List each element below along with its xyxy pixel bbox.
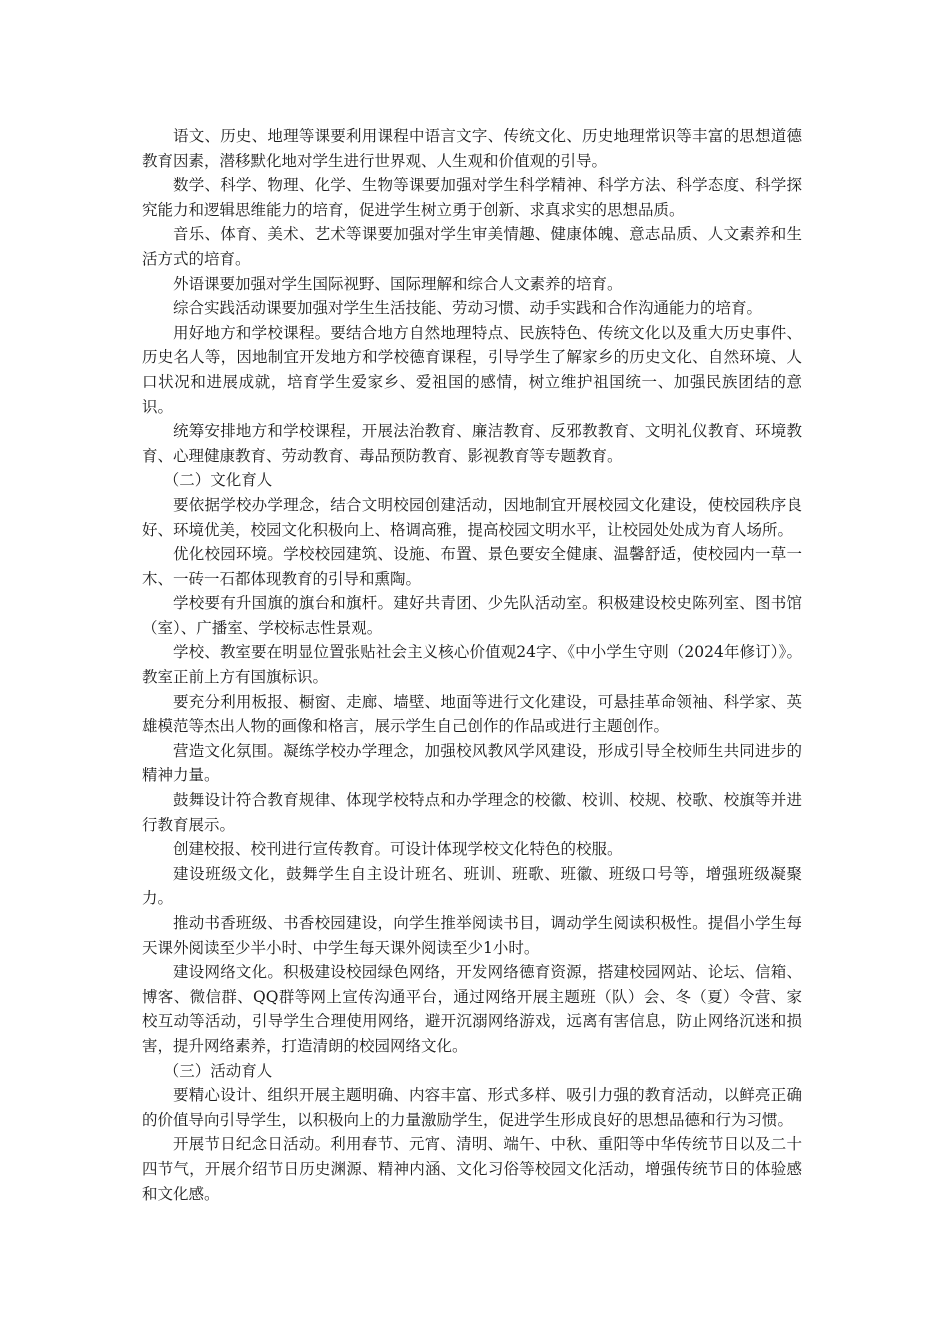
document-body [142,124,802,1206]
paragraph: 用好地方和学校课程。要结合地方自然地理特点、民族特色、传统文化以及重大历史事件、历史名人等，因地制宜开发地方和学校德育课程，引导学生了解家乡的历史文化、自然环境、人口状况和进展成就，培育学生爱家乡、爱祖国的感情，树立维护祖国统一、加强民族团结的意识。 [142,323,802,416]
paragraph: 建设网络文化。积极建设校园绿色网络，开发网络德育资源，搭建校园网站、论坛、信箱、博客、微信群、QQ群等网上宣传沟通平台，通过网络开展主题班（队）会、冬（夏）令营、家校互动等活动，引导学生合理使用网络，避开沉溺网络游戏，远离有害信息，防止网络沉迷和损害，提升网络素养，打造清朗的校园网络文化。 [142,963,802,1055]
paragraph: 要充分利用板报、橱窗、走廊、墙壁、地面等进行文化建设，可悬挂革命领袖、科学家、英雄模范等杰出人物的画像和格言，展示学生自己创作的作品或进行主题创作。 [142,692,802,736]
paragraph: 要精心设计、组织开展主题明确、内容丰富、形式多样、吸引力强的教育活动，以鲜亮正确的价值导向引导学生，以积极向上的力量激励学生，促进学生形成良好的思想品德和行为习惯。 [142,1086,802,1129]
paragraph: 音乐、体育、美术、艺术等课要加强对学生审美情趣、健康体魄、意志品质、人文素养和生活方式的培育。 [142,225,802,268]
section-heading: （三）活动育人 [163,1061,273,1080]
paragraph: 综合实践活动课要加强对学生生活技能、劳动习惯、动手实践和合作沟通能力的培育。 [173,299,763,318]
paragraph: 学校、教室要在明显位置张贴社会主义核心价值观24字、《中小学生守则（2024年修订）》。教室正前上方有国旗标识。 [142,643,802,687]
paragraph: 开展节日纪念日活动。利用春节、元宵、清明、端午、中秋、重阳等中华传统节日以及二十四节气，开展介绍节日历史渊源、精神内涵、文化习俗等校园文化活动，增强传统节日的体验感和文化感。 [142,1135,802,1203]
section-heading: （二）文化育人 [163,471,273,490]
paragraph: 建设班级文化，鼓舞学生自主设计班名、班训、班歌、班徽、班级口号等，增强班级凝聚力。 [142,864,802,908]
paragraph: 优化校园环境。学校校园建筑、设施、布置、景色要安全健康、温馨舒适，使校园内一草一木、一砖一石都体现教育的引导和熏陶。 [142,545,802,588]
paragraph: 外语课要加强对学生国际视野、国际理解和综合人文素养的培育。 [173,274,623,293]
paragraph: 推动书香班级、书香校园建设，向学生推举阅读书目，调动学生阅读积极性。提倡小学生每天课外阅读至少半小时、中学生每天课外阅读至少1小时。 [142,914,802,957]
paragraph: 要依据学校办学理念，结合文明校园创建活动，因地制宜开展校园文化建设，使校园秩序良好、环境优美，校园文化积极向上、格调高雅，提高校园文明水平，让校园处处成为育人场所。 [142,495,802,539]
paragraph: 语文、历史、地理等课要利用课程中语言文字、传统文化、历史地理常识等丰富的思想道德教育因素，潜移默化地对学生进行世界观、人生观和价值观的引导。 [142,127,802,170]
paragraph: 学校要有升国旗的旗台和旗杆。建好共青团、少先队活动室。积极建设校史陈列室、图书馆（室）、广播室、学校标志性景观。 [142,594,802,637]
paragraph: 鼓舞设计符合教育规律、体现学校特点和办学理念的校徽、校训、校规、校歌、校旗等并进行教育展示。 [142,791,802,834]
paragraph: 创建校报、校刊进行宣传教育。可设计体现学校文化特色的校服。 [173,840,623,859]
paragraph: 数学、科学、物理、化学、生物等课要加强对学生科学精神、科学方法、科学态度、科学探究能力和逻辑思维能力的培育，促进学生树立勇于创新、求真求实的思想品质。 [142,176,802,219]
paragraph: 营造文化氛围。凝练学校办学理念，加强校风教风学风建设，形成引导全校师生共同进步的精神力量。 [142,741,802,785]
paragraph: 统筹安排地方和学校课程，开展法治教育、廉洁教育、反邪教教育、文明礼仪教育、环境教育、心理健康教育、劳动教育、毒品预防教育、影视教育等专题教育。 [142,422,802,465]
